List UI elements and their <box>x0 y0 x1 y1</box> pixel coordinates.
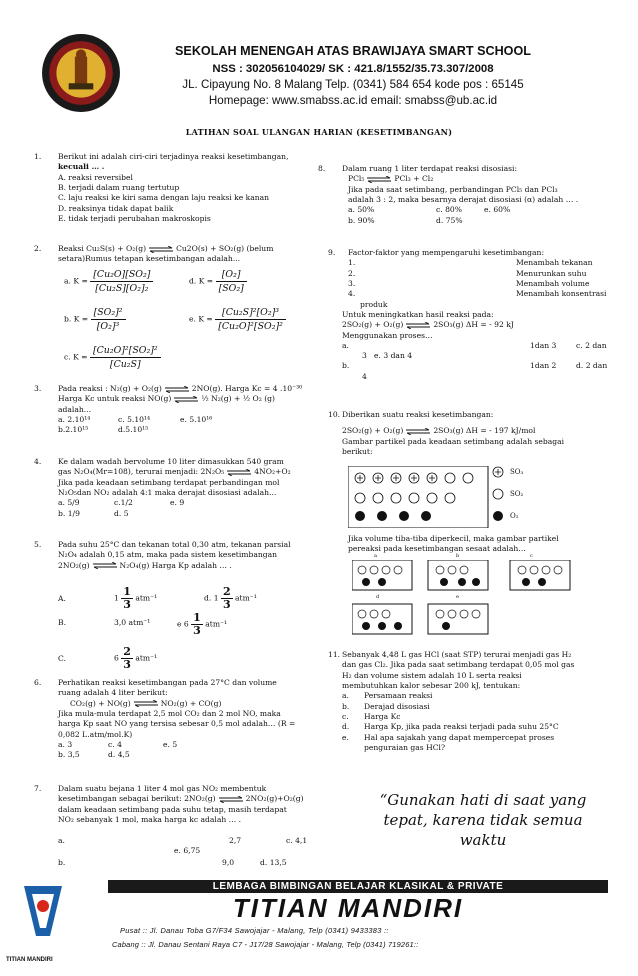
legend-so2: SO₂ <box>510 490 524 498</box>
option-e: e 6 $\frac{1}{3} atm^{-1}$ <box>177 611 228 637</box>
option-e: e. 9 <box>170 498 185 508</box>
school-nss: NSS : 302056104029/ SK : 421.8/1552/35.73.307/2008 <box>212 63 494 75</box>
option-a: a. <box>342 340 349 350</box>
equilibrium-arrow-icon <box>366 176 392 183</box>
question-number: 1. <box>34 152 42 161</box>
option-b: b. <box>342 361 350 371</box>
option-b: B. terjadi dalam ruang tertutup <box>58 182 180 192</box>
footer-org: LEMBAGA BIMBINGAN BELAJAR KLASIKAL & PRIVATE <box>108 880 608 893</box>
option-d: D. reaksinya tidak dapat balik <box>58 203 174 213</box>
question-number: 8. <box>318 164 326 173</box>
titian-mandiri-logo <box>14 880 72 952</box>
question-number: 9. <box>328 248 336 257</box>
option-b: b. 1/9 <box>58 508 80 518</box>
footer-cabang: Cabang :: Jl. Danau Sentani Raya C7 - J17/28 Sawojajar - Malang, Telp (0341) 719261:: <box>112 940 419 949</box>
question-number: 7. <box>34 784 42 793</box>
school-crest-logo <box>40 32 122 114</box>
option-b: b. 3,5 <box>58 750 80 760</box>
option-e: e. K = $\frac{\text{[Cu₂S]²[O₂]³}}{\text{[Cu₂O]²[SO₂]²}}$ <box>189 306 286 333</box>
page-title: LATIHAN SOAL ULANGAN HARIAN (KESETIMBANGAN) <box>185 127 453 137</box>
option-c: c. 5.10¹⁴ <box>118 414 151 424</box>
option-a: A. 1 $\frac{1}{3} atm^{-1}$ <box>58 585 158 611</box>
question-number: 5. <box>34 540 42 549</box>
school-name: SEKOLAH MENENGAH ATAS BRAWIJAYA SMART SCHOOL <box>175 44 531 58</box>
option-c: c. 80% <box>436 205 462 215</box>
option-c: c. 4,1 <box>286 836 308 845</box>
option-e: e. 3 dan 4 <box>374 351 413 361</box>
option-a: a. 5/9 <box>58 498 80 508</box>
school-address: JL. Cipayung No. 8 Malang Telp. (0341) 584 654 kode pos : 65145 <box>182 78 524 91</box>
option-a: a. <box>58 836 65 845</box>
question-number: 10. <box>328 410 341 419</box>
option-a: A. reaksi reversibel <box>58 172 133 182</box>
option-b: b. 90% <box>348 215 375 225</box>
option-d: d. 2 dan <box>576 361 608 371</box>
option-a: a. 3 <box>58 739 73 749</box>
formula-a: $\frac{\text{[Cu₂O][SO₂]}}{\text{[Cu₂S][O₂]₂}}$ <box>90 268 153 295</box>
question-number: 3. <box>34 384 42 393</box>
option-b: B. 3,0 atm⁻¹ <box>58 618 151 627</box>
option-d: d. K = $\frac{\text{[O₂]}}{\text{[SO₂]}}$ <box>189 268 247 295</box>
equilibrium-arrow-icon <box>133 700 159 707</box>
option-e: e. 6,75 <box>174 846 201 855</box>
equilibrium-arrow-icon <box>226 469 252 476</box>
answer-options-diagram <box>352 560 584 636</box>
equilibrium-arrow-icon <box>405 322 431 329</box>
legend-o2: O₂ <box>510 512 519 520</box>
question-number: 11. <box>328 650 341 659</box>
option-c: c. 2 dan <box>576 340 607 350</box>
option-a: a. K = $\frac{\text{[Cu₂O][SO₂]}}{\text{[Cu₂S][O₂]₂}}$ <box>64 268 153 295</box>
footer-banner <box>0 876 638 976</box>
legend-so3: SO₃ <box>510 468 524 476</box>
option-b: b. <box>58 858 66 867</box>
option-d: d.5.10¹⁵ <box>118 425 149 435</box>
equilibrium-arrow-icon <box>173 396 199 403</box>
option-e: e. 5 <box>163 739 178 749</box>
option-a: a. 2.10¹⁴ <box>58 414 91 424</box>
equilibrium-arrow-icon <box>92 562 118 569</box>
option-d: d. 1 $\frac{2}{3} atm^{-1}$ <box>204 585 257 611</box>
question-stem: Berikut ini adalah ciri-ciri terjadinya reaksi kesetimbangan, <box>58 152 289 161</box>
option-d: d. 75% <box>436 215 463 225</box>
motivational-quote: “Gunakan hati di saat yang tepat, karena tidak semua waktu <box>379 791 587 849</box>
option-e: e. 5.10¹⁶ <box>180 414 213 424</box>
question-number: 4. <box>34 457 42 466</box>
school-web: Homepage: www.smabss.ac.id email: smabss@ub.ac.id <box>208 94 498 107</box>
equilibrium-arrow-icon <box>148 246 174 253</box>
option-b: b.2.10¹⁵ <box>58 425 89 435</box>
option-e: e. 60% <box>484 205 511 215</box>
option-a: a. 50% <box>348 205 375 215</box>
equilibrium-arrow-icon <box>218 796 244 803</box>
footer-brand: TITIAN MANDIRI <box>232 893 464 923</box>
option-e: E. tidak terjadi perubahan makroskopis <box>58 213 211 223</box>
option-b: b. K = $\frac{\text{[SO₂]²}}{\text{[O₂]³}}$ <box>64 306 126 333</box>
option-c: c. K = $\frac{\text{[Cu₂O]²[SO₂]²}}{\text{[Cu₂S]}}$ <box>64 344 161 371</box>
formula-d: $\frac{\text{[O₂]}}{\text{[SO₂]}}$ <box>216 268 247 295</box>
letterhead <box>0 0 638 122</box>
option-c: C. laju reaksi ke kiri sama dengan laju reaksi ke kanan <box>58 193 270 203</box>
question-stem: Reaksi Cu₂S(s) + O₂(g) <box>58 244 147 253</box>
formula-e: $\frac{\text{[Cu₂S]²[O₂]³}}{\text{[Cu₂O]²[SO₂]²}}$ <box>215 306 286 333</box>
option-c: c.1/2 <box>114 498 133 508</box>
option-d: d. 13,5 <box>260 858 287 867</box>
option-c: C. 6 $\frac{2}{3} atm^{-1}$ <box>58 645 158 671</box>
option-a-value: 2,7 <box>229 836 242 845</box>
question-stem-tail: Cu2O(s) + SO₂(g) (belum <box>176 244 274 253</box>
formula-c: $\frac{\text{[Cu₂O]²[SO₂]²}}{\text{[Cu₂S]}}$ <box>90 344 161 371</box>
equilibrium-arrow-icon <box>405 428 431 435</box>
equilibrium-arrow-icon <box>164 386 190 393</box>
option-b-value: 9,0 <box>222 858 235 867</box>
question-number: 2. <box>34 244 42 253</box>
option-d: d. 5 <box>114 508 129 518</box>
option-d: d. 4,5 <box>108 750 130 760</box>
formula-b: $\frac{\text{[SO₂]²}}{\text{[O₂]³}}$ <box>91 306 126 333</box>
logo-caption: TITIAN MANDIRI <box>6 957 53 963</box>
question-stem-2: setara)Rumus tetapan kesetimbangan adalah... <box>58 254 241 264</box>
option-c: c. 4 <box>108 739 122 749</box>
question-number: 6. <box>34 678 42 687</box>
footer-pusat: Pusat :: Jl. Danau Toba G7/F34 Sawojajar - Malang, Telp (0341) 9433383 :: <box>120 926 389 935</box>
question-emphasis: kecuali … . <box>58 162 105 172</box>
